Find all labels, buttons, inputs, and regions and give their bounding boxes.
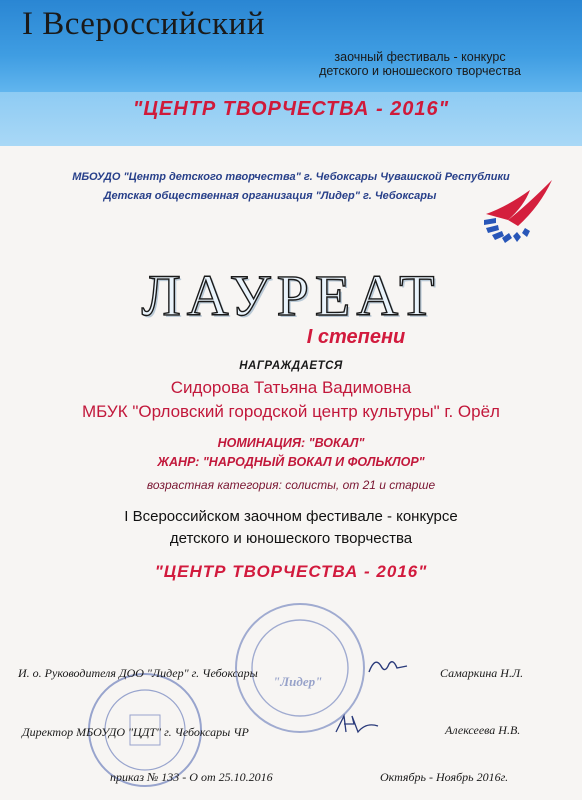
leader-logo-icon: [478, 176, 558, 246]
signatory-title-1: И. о. Руководителя ДОО "Лидер" г. Чебоксары: [18, 666, 258, 680]
festival-line-2: детского и юношеского творчества: [169, 530, 413, 547]
festival-line-3: "ЦЕНТР ТВОРЧЕСТВА - 2016": [154, 562, 428, 581]
organizer-line-2: Детская общественная организация "Лидер" г. Чебоксары: [103, 190, 437, 202]
awarded-label: НАГРАЖДАЕТСЯ: [239, 360, 343, 372]
header-subtitle: [270, 50, 570, 78]
nomination: НОМИНАЦИЯ: "ВОКАЛ": [217, 436, 365, 450]
issue-date: Октябрь - Ноябрь 2016г.: [380, 770, 509, 784]
award-degree: I степени: [306, 326, 406, 348]
recipient-institution: МБУК "Орловский городской центр культуры" г. Орёл: [82, 402, 500, 421]
header-subtitle-line1: заочный фестиваль - конкурс: [334, 50, 506, 64]
signatory-name-2: Алексеева Н.В.: [445, 723, 521, 737]
handwritten-signature-icon: [332, 712, 382, 738]
handwritten-signature-icon: [365, 652, 410, 682]
signatory-title-2: Директор МБОУДО "ЦДТ" г. Чебоксары ЧР: [22, 725, 249, 739]
header-band: [0, 0, 582, 146]
seal-text: "Лидер": [273, 674, 323, 689]
header-festival-name: "ЦЕНТР ТВОРЧЕСТВА - 2016": [132, 98, 450, 120]
laureate-title: ЛАУРЕАТ: [141, 263, 441, 328]
age-category: возрастная категория: солисты, от 21 и старше: [146, 478, 436, 492]
festival-line-1: I Всероссийском заочном фестивале - конкурсе: [124, 508, 458, 525]
organizer-line-1: МБОУДО "Центр детского творчества" г. Чебоксары Чувашской Республики: [72, 171, 510, 183]
header-title: I Всероссийский: [22, 6, 265, 42]
recipient-name: Сидорова Татьяна Вадимовна: [170, 378, 412, 397]
genre: ЖАНР: "НАРОДНЫЙ ВОКАЛ И ФОЛЬКЛОР": [157, 455, 425, 469]
signatory-name-1: Самаркина Н.Л.: [440, 666, 524, 680]
order-number: приказ № 133 - О от 25.10.2016: [110, 770, 273, 784]
header-subtitle-line2: детского и юношеского творчества: [319, 64, 521, 78]
